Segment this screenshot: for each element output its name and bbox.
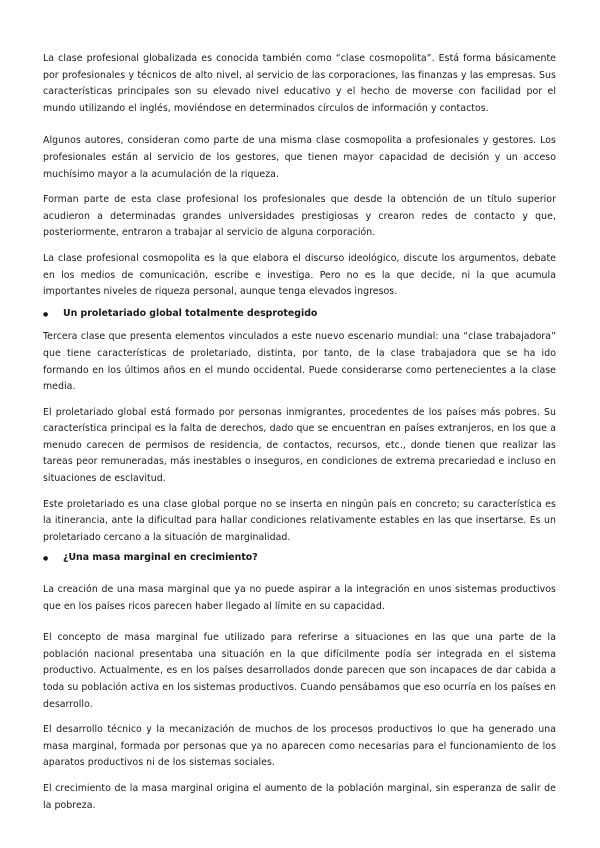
- paragraph-clase-cosmopolita: La clase profesional globalizada es conocida también como “clase cosmopolita”. Está forma básicamente por profesionales y técnicos de alto nivel, al servicio de las corporaciones, las finanzas y las empresas. Sus características principales son su elevado nivel educativo y el hecho de moverse con facilidad por el mundo utilizando el inglés, moviéndose en determinados círculos de información y contactos.: [43, 53, 556, 114]
- paragraph-profesionales-gestores: Algunos autores, consideran como parte de una misma clase cosmopolita a profesionales y gestores. Los profesionales están al servicio de los gestores, que tienen mayor capacidad de decisión y un acceso muchísimo mayor a la acumulación de la riqueza.: [43, 135, 556, 180]
- paragraph-proletariado-global: El proletariado global está formado por personas inmigrantes, procedentes de los países más pobres. Su característica principal es la falta de derechos, dado que se encuentran en países extranjeros, en los que a menudo carecen de permisos de residencia, de contactos, recursos, etc., donde tienen que realizar las tareas peor remuneradas, más inestables o inseguros, en condiciones de extrema precariedad e incluso en situaciones de esclavitud.: [43, 406, 556, 485]
- paragraph-crecimiento: El crecimiento de la masa marginal origina el aumento de la población marginal, sin esperanza de salir de la pobreza.: [43, 782, 556, 811]
- bullet-heading: Un proletariado global totalmente desprotegido: [63, 307, 318, 319]
- bullet-heading: ¿Una masa marginal en crecimiento?: [63, 552, 258, 564]
- paragraph-concepto-masa: El concepto de masa marginal fue utilizado para referirse a situaciones en las que una parte de la población nacional presentaba una situación en la que difícilmente podía ser integrada en el sistema productivo. Actualmente, es en los países desarrollados donde parecen que son incapaces de dar cabida a toda su población activa en los sistemas productivos. Cuando pensábamos que eso ocurría en los países en desarrollo.: [43, 632, 556, 710]
- bullet-icon: ●: [43, 555, 49, 563]
- bullet-item-masa-marginal: [43, 550, 556, 568]
- paragraph-discurso-ideologico: La clase profesional cosmopolita es la que elabora el discurso ideológico, discute los argumentos, debate en los medios de comunicación, escribe e investiga. Pero no es la que decide, ni la que acumula importantes niveles de riqueza personal, aunque tenga elevados ingresos.: [43, 252, 556, 298]
- paragraph-universidades: Forman parte de esta clase profesional los profesionales que desde la obtención de un título superior acudieron a determinadas grandes universidades prestigiosas y crearon redes de contacto y que, posteriormente, entraron a trabajar al servicio de alguna corporación.: [43, 194, 556, 239]
- bullet-icon: ●: [43, 310, 49, 318]
- paragraph-desarrollo-tecnico: El desarrollo técnico y la mecanización de muchos de los procesos productivos lo que ha generado una masa marginal, formada por personas que ya no aparecen como necesarias para el funcionamiento de los aparatos productivos ni de los sistemas sociales.: [43, 724, 556, 769]
- paragraph-tercera-clase: Tercera clase que presenta elementos vinculados a este nuevo escenario mundial: una “clase trabajadora” que tiene características de proletariado, distinta, por tanto, de la clase trabajadora que se ha ido formando en los últimos años en el mundo occidental. Puede considerarse como pertenecientes a la clase media.: [43, 331, 556, 393]
- paragraph-creacion-masa: La creación de una masa marginal que ya no puede aspirar a la integración en unos sistemas productivos que en los países ricos parecen haber llegado al límite en su capacidad.: [43, 584, 556, 612]
- paragraph-itinerancia: Este proletariado es una clase global porque no se inserta en ningún país en concreto; su característica es la itinerancia, ante la dificultad para hallar condiciones relativamente estables en las que insertarse. Es un proletariado cercano a la situación de marginalidad.: [43, 498, 556, 543]
- bullet-item-proletariado: [43, 306, 556, 324]
